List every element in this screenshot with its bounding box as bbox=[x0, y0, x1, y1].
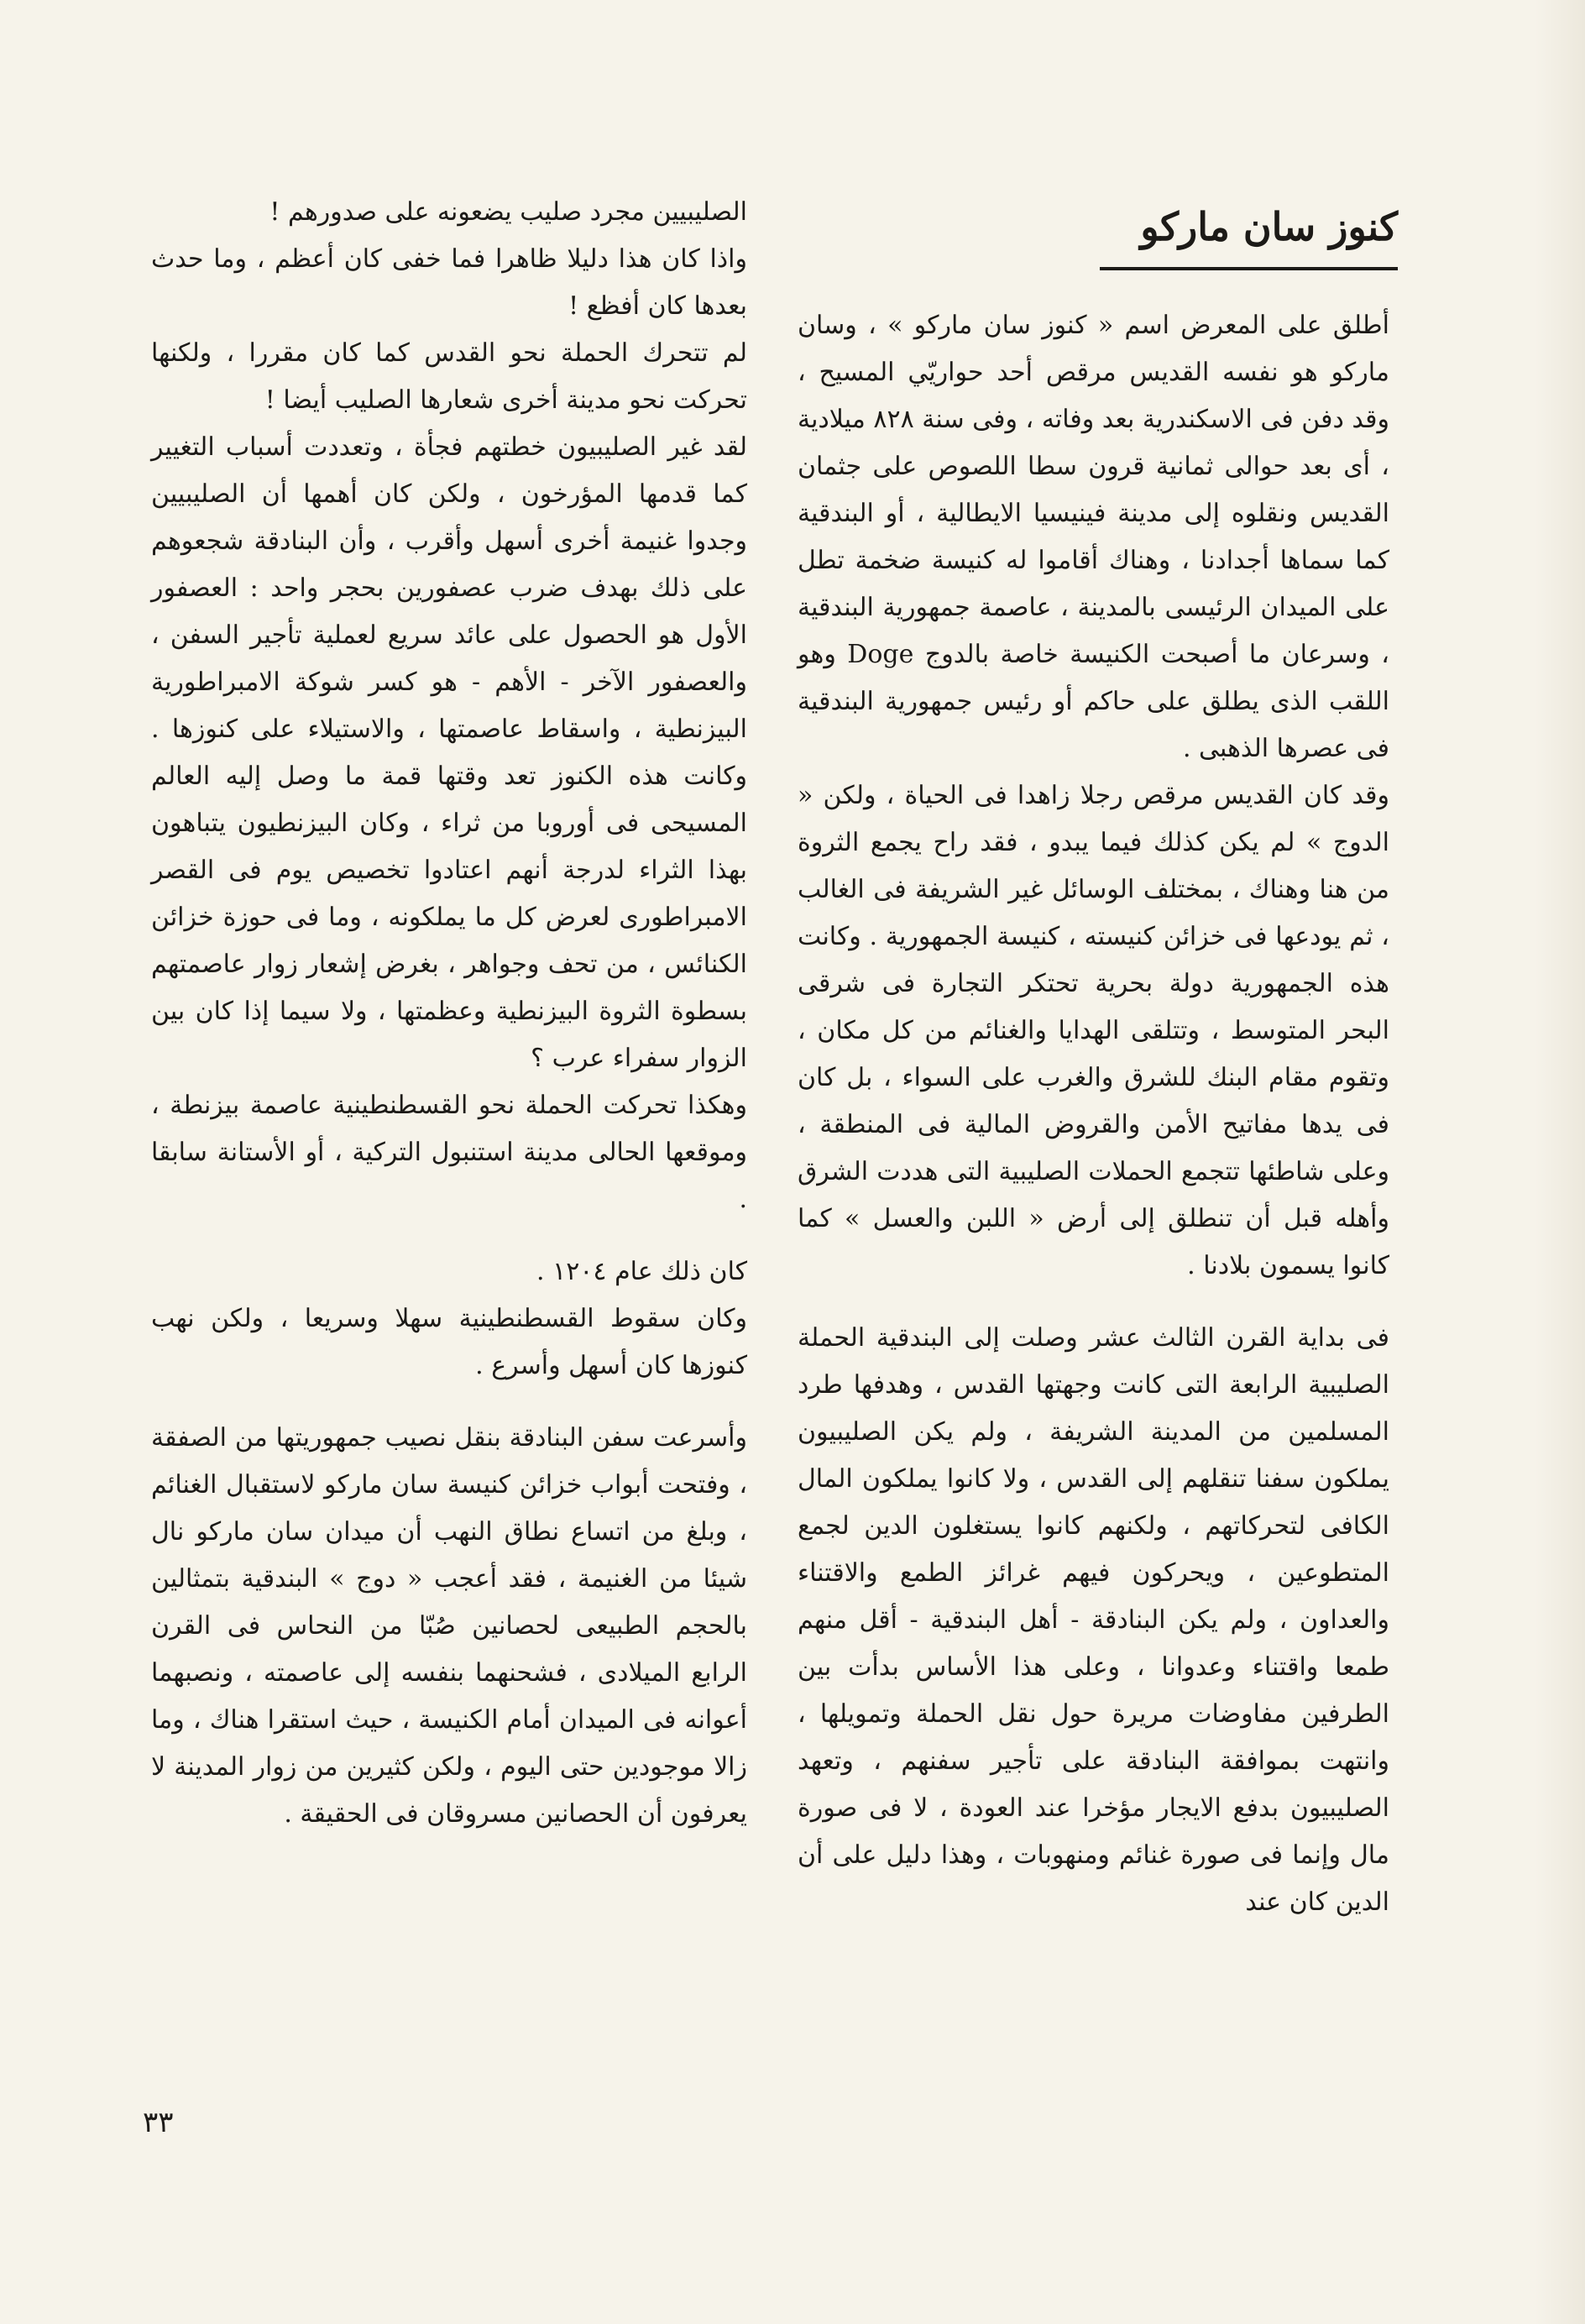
left-text-column bbox=[151, 189, 747, 1838]
paragraph: وكان سقوط القسطنطينية سهلا وسريعا ، ولكن نهب كنوزها كان أسهل وأسرع . bbox=[151, 1304, 747, 1380]
paragraph: وهكذا تحركت الحملة نحو القسطنطينية عاصمة بيزنطة ، وموقعها الحالى مدينة استنبول التركية ، أو الأستانة سابقا . bbox=[151, 1091, 747, 1214]
title-underline bbox=[1100, 267, 1398, 270]
paragraph: واذا كان هذا دليلا ظاهرا فما خفى كان أعظم ، وما حدث بعدها كان أفظع ! bbox=[151, 244, 747, 321]
section-gap bbox=[798, 1290, 1389, 1315]
scan-edge-shadow bbox=[1535, 0, 1585, 2324]
paragraph: الصليبيين مجرد صليب يضعونه على صدورهم ! bbox=[269, 197, 747, 227]
paragraph: لقد غير الصليبيون خطتهم فجأة ، وتعددت أسباب التغيير كما قدمها المؤرخون ، ولكن كان أهمها أن الصليبيين وجدوا غنيمة أخرى أسهل وأقرب ، وأن البنادقة شجعوهم على ذلك بهدف ضرب عصفورين بحجر واحد : العصفور الأول هو الحصول على عائد سريع لعملية تأجير السفن ، والعصفور الآخر - الأهم - هو كسر شوكة الامبراطورية البيزنطية ، واسقاط عاصمتها ، والاستيلاء على كنوزها . وكانت هذه الكنوز تعد وقتها قمة ما وصل إليه العالم المسيحى فى أوروبا من ثراء ، وكان البيزنطيون يتباهون بهذا الثراء لدرجة أنهم اعتادوا تخصيص يوم فى القصر الامبراطورى لعرض كل ما يملكونه ، وما فى حوزة خزائن الكنائس ، من تحف وجواهر ، بغرض إشعار زوار عاصمتهم بسطوة الثروة البيزنطية وعظمتها ، ولا سيما إذا كان بين الزوار سفراء عرب ؟ bbox=[151, 432, 748, 1073]
article-title: كنوز سان ماركو bbox=[1140, 204, 1398, 249]
paragraph: لم تتحرك الحملة نحو القدس كما كان مقررا ، ولكنها تحركت نحو مدينة أخرى شعارها الصليب أيضا ! bbox=[151, 338, 747, 415]
section-gap bbox=[151, 1223, 747, 1248]
paragraph: وقد كان القديس مرقص رجلا زاهدا فى الحياة ، ولكن « الدوج » لم يكن كذلك فيما يبدو ، فقد راح يجمع الثروة من هنا وهناك ، بمختلف الوسائل غير الشريفة فى الغالب ، ثم يودعها فى خزائن كنيسته ، كنيسة الجمهورية . وكانت هذه الجمهورية دولة بحرية تحتكر التجارة فى شرقى البحر المتوسط ، وتتلقى الهدايا والغنائم من كل مكان ، وتقوم مقام البنك للشرق والغرب على السواء ، بل كان فى يدها مفاتيح الأمن والقروض المالية فى المنطقة ، وعلى شاطئها تتجمع الحملات الصليبية التى هددت الشرق وأهله قبل أن تنطلق إلى أرض « اللبن والعسل » كما كانوا يسمون بلادنا . bbox=[798, 781, 1389, 1280]
right-text-column bbox=[798, 302, 1389, 1926]
page-number: ٣٣ bbox=[143, 2106, 174, 2139]
paragraph: فى بداية القرن الثالث عشر وصلت إلى البندقية الحملة الصليبية الرابعة التى كانت وجهتها القدس ، وهدفها طرد المسلمين من المدينة الشريفة ، ولم يكن الصليبيون يملكون سفنا تنقلهم إلى القدس ، ولا كانوا يملكون المال الكافى لتحركاتهم ، ولكنهم كانوا يستغلون الدين لجمع المتطوعين ، ويحركون فيهم غرائز الطمع والاقتناء والعداون ، ولم يكن البنادقة - أهل البندقية - أقل منهم طمعا واقتناء وعدوانا ، وعلى هذا الأساس بدأت بين الطرفين مفاوضات مريرة حول نقل الحملة وتمويلها ، وانتهت بموافقة البنادقة على تأجير سفنهم ، وتعهد الصليبيون بدفع الايجار مؤخرا عند العودة ، لا فى صورة مال وإنما فى صورة غنائم ومنهوبات ، وهذا دليل على أن الدين كان عند bbox=[798, 1323, 1389, 1917]
paragraph: كان ذلك عام ١٢٠٤ . bbox=[536, 1257, 747, 1286]
paragraph: أطلق على المعرض اسم « كنوز سان ماركو » ، وسان ماركو هو نفسه القديس مرقص أحد حواريّي المسيح ، وقد دفن فى الاسكندرية بعد وفاته ، وفى سنة ٨٢٨ ميلادية ، أى بعد حوالى ثمانية قرون سطا اللصوص على جثمان القديس ونقلوه إلى مدينة فينيسيا الايطالية ، أو البندقية كما سماها أجدادنا ، وهناك أقاموا له كنيسة ضخمة تطل على الميدان الرئيسى بالمدينة ، عاصمة جمهورية البندقية ، وسرعان ما أصبحت الكنيسة خاصة بالدوج Doge وهو اللقب الذى يطلق على حاكم أو رئيس جمهورية البندقية فى عصرها الذهبى . bbox=[798, 311, 1389, 763]
section-gap bbox=[151, 1390, 747, 1415]
paragraph: وأسرعت سفن البنادقة بنقل نصيب جمهوريتها من الصفقة ، وفتحت أبواب خزائن كنيسة سان ماركو لاستقبال الغنائم ، وبلغ من اتساع نطاق النهب أن ميدان سان ماركو نال شيئا من الغنيمة ، فقد أعجب « دوج » البندقية بتمثالين بالحجم الطبيعى لحصانين صُبّا من النحاس فى القرن الرابع الميلادى ، فشحنهما بنفسه إلى عاصمته ، ونصبهما أعوانه فى الميدان أمام الكنيسة ، حيث استقرا هناك ، وما زالا موجودين حتى اليوم ، ولكن كثيرين من زوار المدينة لا يعرفون أن الحصانين مسروقان فى الحقيقة . bbox=[151, 1423, 747, 1829]
